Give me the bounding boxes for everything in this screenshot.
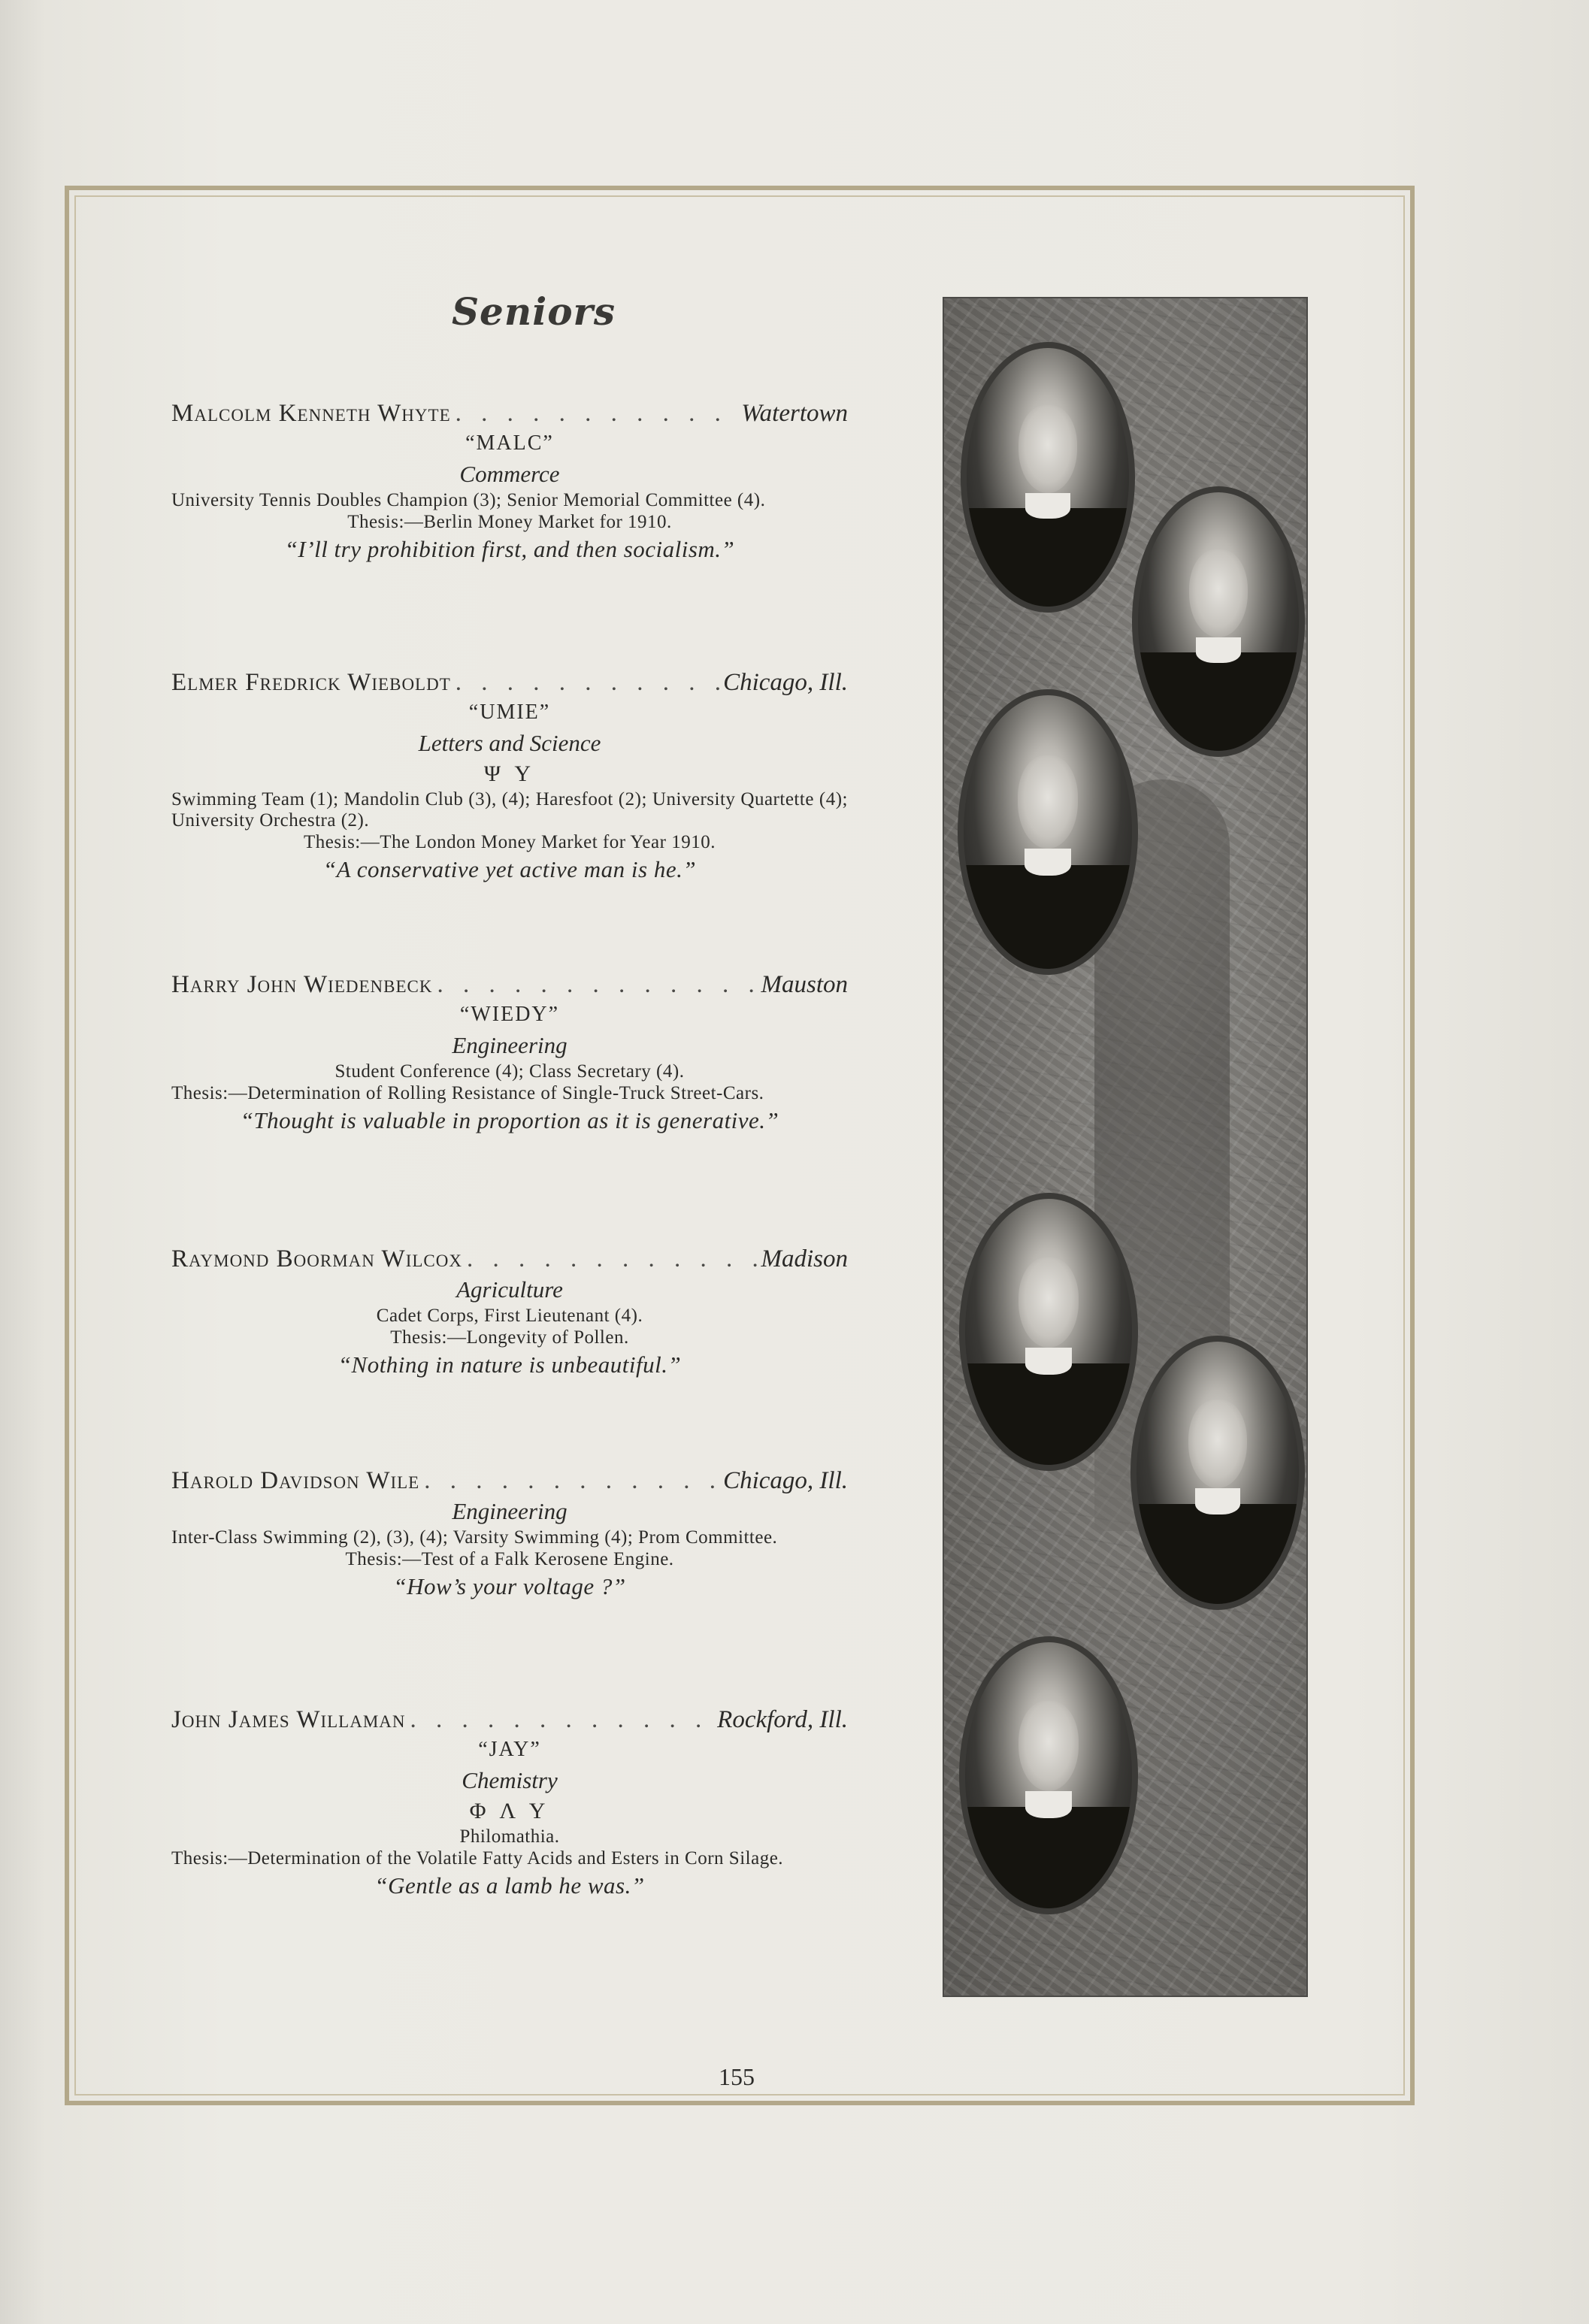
senior-name: Elmer Fredrick Wieboldt	[171, 669, 451, 696]
portrait-photo	[959, 1636, 1138, 1914]
portrait-photo	[1130, 1336, 1305, 1610]
senior-quote: “Nothing in nature is unbeautiful.”	[337, 1351, 682, 1378]
senior-nickname: “WIEDY”	[459, 1003, 560, 1026]
senior-thesis: Thesis:—Determination of the Volatile Fatty Acids and Esters in Corn Silage.	[171, 1848, 784, 1869]
name-line	[171, 1705, 848, 1735]
senior-department: Agriculture	[456, 1276, 563, 1303]
portrait-photo	[959, 1193, 1138, 1471]
senior-entry	[171, 1466, 848, 1602]
senior-fraternity: Ψ Υ	[483, 761, 536, 786]
leader-dots	[406, 1705, 718, 1735]
senior-quote: “How’s your voltage ?”	[393, 1573, 626, 1599]
senior-honors: University Tennis Doubles Champion (3); Senior Memorial Committee (4).	[171, 490, 766, 510]
senior-quote: “Thought is valuable in proportion as it is generative.”	[240, 1107, 779, 1133]
senior-department: Letters and Science	[418, 730, 601, 756]
senior-quote: “I’ll try prohibition first, and then socialism.”	[284, 536, 735, 562]
page-heading: Seniors	[451, 289, 616, 334]
senior-name: Malcolm Kenneth Whyte	[171, 400, 451, 427]
senior-entry	[171, 398, 848, 565]
senior-entry	[171, 667, 848, 885]
senior-entry	[171, 970, 848, 1136]
leader-dots	[451, 398, 742, 428]
senior-honors: Inter-Class Swimming (2), (3), (4); Varsity Swimming (4); Prom Committee.	[171, 1527, 778, 1548]
senior-entry	[171, 1705, 848, 1902]
senior-thesis: Thesis:—The London Money Market for Year 1910.	[304, 832, 716, 852]
senior-entry	[171, 1244, 848, 1381]
senior-nickname: “JAY”	[478, 1738, 541, 1761]
senior-fraternity: Φ Λ Υ	[469, 1799, 550, 1823]
senior-hometown: Chicago, Ill.	[723, 1467, 848, 1494]
senior-name: Raymond Boorman Wilcox	[171, 1245, 462, 1272]
name-line	[171, 1244, 848, 1274]
senior-thesis: Thesis:—Berlin Money Market for 1910.	[347, 512, 672, 532]
senior-department: Engineering	[452, 1498, 568, 1524]
senior-honors: Cadet Corps, First Lieutenant (4).	[376, 1306, 643, 1326]
portrait-strip	[943, 297, 1308, 1997]
name-line	[171, 1466, 848, 1496]
senior-department: Engineering	[452, 1032, 568, 1058]
senior-name: John James Willaman	[171, 1706, 406, 1733]
name-line	[171, 667, 848, 698]
portrait-photo	[958, 689, 1138, 975]
leader-dots	[433, 970, 761, 1000]
senior-honors: Swimming Team (1); Mandolin Club (3), (4); Haresfoot (2); University Quartette (4); University Orchestra (2).	[171, 789, 848, 831]
senior-department: Chemistry	[462, 1767, 558, 1793]
page-number: 155	[719, 2063, 755, 2090]
senior-thesis: Thesis:—Determination of Rolling Resistance of Single-Truck Street-Cars.	[171, 1083, 764, 1103]
portrait-photo	[961, 342, 1135, 613]
senior-hometown: Watertown	[741, 400, 848, 427]
senior-honors: Philomathia.	[459, 1826, 560, 1847]
senior-hometown: Mauston	[761, 971, 848, 998]
senior-name: Harold Davidson Wile	[171, 1467, 420, 1494]
senior-nickname: “UMIE”	[468, 701, 551, 724]
senior-quote: “A conservative yet active man is he.”	[322, 856, 697, 882]
name-line	[171, 970, 848, 1000]
name-line	[171, 398, 848, 428]
senior-hometown: Rockford, Ill.	[717, 1706, 848, 1733]
senior-honors: Student Conference (4); Class Secretary (4).	[334, 1061, 685, 1082]
senior-name: Harry John Wiedenbeck	[171, 971, 433, 998]
leader-dots	[451, 667, 723, 698]
senior-hometown: Madison	[761, 1245, 848, 1272]
leader-dots	[462, 1244, 761, 1274]
portrait-photo	[1132, 486, 1305, 757]
senior-nickname: “MALC”	[465, 431, 554, 455]
senior-quote: “Gentle as a lamb he was.”	[374, 1872, 645, 1899]
senior-department: Commerce	[459, 461, 560, 487]
senior-hometown: Chicago, Ill.	[723, 669, 848, 696]
senior-thesis: Thesis:—Longevity of Pollen.	[390, 1327, 629, 1348]
senior-thesis: Thesis:—Test of a Falk Kerosene Engine.	[345, 1549, 674, 1569]
leader-dots	[419, 1466, 723, 1496]
